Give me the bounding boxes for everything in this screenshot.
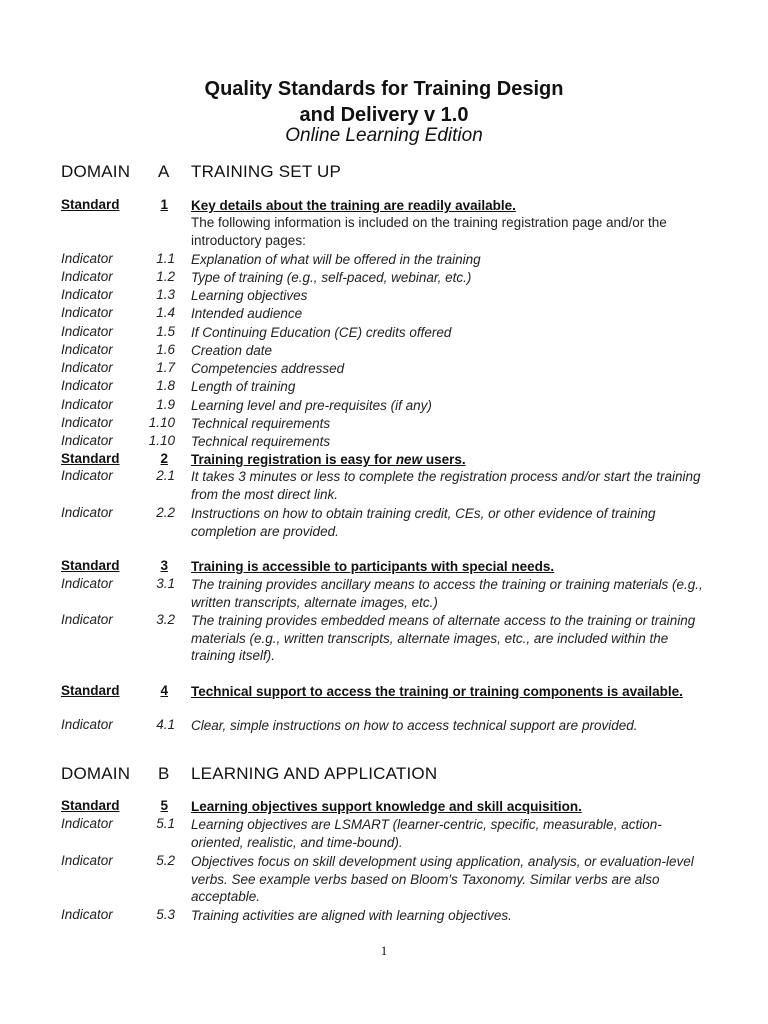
standard-label: Standard <box>61 197 120 212</box>
indicator-text: Objectives focus on skill development using application, analysis, or evaluation-level verbs. See example verbs based on Bloom's Taxonomy. Similar verbs are also acceptable. <box>191 854 694 904</box>
indicator-number: 5.2 <box>156 853 175 868</box>
indicator-text: If Continuing Education (CE) credits offered <box>191 325 452 340</box>
standard-number: 1 <box>160 197 168 212</box>
indicator-text: Learning objectives are LSMART (learner-centric, specific, measurable, action-oriented, realistic, and time-bound). <box>191 817 662 850</box>
indicator-label: Indicator <box>61 576 113 591</box>
indicator-text: Clear, simple instructions on how to access technical support are provided. <box>191 718 638 733</box>
standard-number: 5 <box>160 798 168 813</box>
indicator-number: 3.2 <box>156 612 175 627</box>
indicator-text: Training activities are aligned with learning objectives. <box>191 908 512 923</box>
indicator-text: Learning level and pre-requisites (if any) <box>191 398 432 413</box>
indicator-number: 1.7 <box>156 360 175 375</box>
indicator-label: Indicator <box>61 287 113 302</box>
indicator-text: It takes 3 minutes or less to complete the registration process and/or start the training from the most direct link. <box>191 469 701 502</box>
standard-title-emphasis: new <box>395 452 423 467</box>
standard-number: 4 <box>160 683 168 698</box>
standard-title-post: users. <box>422 452 466 467</box>
document-title-line1: Quality Standards for Training Design <box>204 78 564 100</box>
indicator-text: Learning objectives <box>191 288 308 303</box>
indicator-text: Intended audience <box>191 306 303 321</box>
indicator-number: 1.9 <box>156 397 175 412</box>
indicator-label: Indicator <box>61 853 113 868</box>
indicator-number: 1.1 <box>156 251 175 266</box>
domain-title: LEARNING AND APPLICATION <box>191 764 438 783</box>
indicator-text: Creation date <box>191 343 273 358</box>
indicator-number: 1.4 <box>156 305 175 320</box>
standard-label: Standard <box>61 683 120 698</box>
indicator-text: Technical requirements <box>191 434 331 449</box>
indicator-number: 2.2 <box>156 505 175 520</box>
page-number: 1 <box>380 943 388 958</box>
indicator-text: Instructions on how to obtain training credit, CEs, or other evidence of training completion are provided. <box>191 506 656 539</box>
indicator-number: 1.2 <box>156 269 175 284</box>
indicator-text: Type of training (e.g., self-paced, webinar, etc.) <box>191 270 472 285</box>
indicator-label: Indicator <box>61 360 113 375</box>
indicator-number: 1.10 <box>148 415 175 430</box>
indicator-number: 1.6 <box>156 342 175 357</box>
indicator-text: The training provides ancillary means to access the training or training materials (e.g., written transcripts, alternate images, etc.) <box>191 577 703 610</box>
indicator-label: Indicator <box>61 505 113 520</box>
indicator-label: Indicator <box>61 251 113 266</box>
standard-title: Key details about the training are readily available. <box>191 198 516 213</box>
standard-title: Training is accessible to participants with special needs. <box>191 559 555 574</box>
indicator-label: Indicator <box>61 433 113 448</box>
indicator-number: 4.1 <box>156 717 175 732</box>
domain-label: DOMAIN <box>61 764 131 783</box>
domain-title: TRAINING SET UP <box>191 162 342 181</box>
indicator-text: Technical requirements <box>191 416 331 431</box>
standard-title: Technical support to access the training or training components is available. <box>191 684 683 699</box>
indicator-label: Indicator <box>61 415 113 430</box>
standard-label: Standard <box>61 798 120 813</box>
domain-letter: B <box>158 764 170 783</box>
indicator-label: Indicator <box>61 816 113 831</box>
indicator-label: Indicator <box>61 269 113 284</box>
indicator-number: 2.1 <box>156 468 175 483</box>
indicator-number: 1.10 <box>148 433 175 448</box>
standard-label: Standard <box>61 451 120 466</box>
indicator-number: 1.3 <box>156 287 175 302</box>
indicator-label: Indicator <box>61 342 113 357</box>
indicator-label: Indicator <box>61 717 113 732</box>
indicator-label: Indicator <box>61 305 113 320</box>
document-title-line2: and Delivery v 1.0 <box>299 104 469 126</box>
indicator-label: Indicator <box>61 397 113 412</box>
indicator-number: 5.1 <box>156 816 175 831</box>
standard-title-pre: Training registration is easy for <box>191 452 396 467</box>
standard-title: Learning objectives support knowledge and skill acquisition. <box>191 799 582 814</box>
indicator-number: 5.3 <box>156 907 175 922</box>
standard-number: 3 <box>160 558 168 573</box>
standard-title <box>191 451 711 469</box>
indicator-text: Explanation of what will be offered in the training <box>191 252 481 267</box>
indicator-number: 1.8 <box>156 378 175 393</box>
standard-label: Standard <box>61 558 120 573</box>
indicator-text: The training provides embedded means of alternate access to the training or training materials (e.g., written transcripts, alternate images, etc., are included within the training itself). <box>191 613 696 663</box>
indicator-text: Length of training <box>191 379 296 394</box>
indicator-label: Indicator <box>61 907 113 922</box>
indicator-label: Indicator <box>61 468 113 483</box>
standard-description: The following information is included on the training registration page and/or the introductory pages: <box>191 215 667 248</box>
domain-label: DOMAIN <box>61 162 131 181</box>
indicator-label: Indicator <box>61 612 113 627</box>
indicator-label: Indicator <box>61 378 113 393</box>
document-subtitle: Online Learning Edition <box>285 125 483 146</box>
domain-letter: A <box>158 162 170 181</box>
indicator-number: 3.1 <box>156 576 175 591</box>
standard-number: 2 <box>160 451 168 466</box>
indicator-text: Competencies addressed <box>191 361 345 376</box>
indicator-number: 1.5 <box>156 324 175 339</box>
indicator-label: Indicator <box>61 324 113 339</box>
